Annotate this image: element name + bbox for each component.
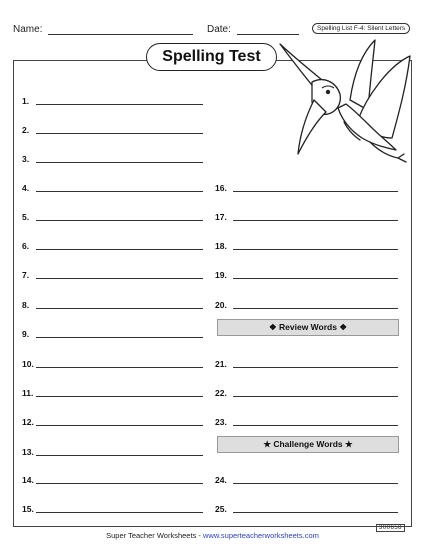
name-label: Name: <box>13 24 43 35</box>
challenge-words-bar: ★ Challenge Words ★ <box>217 436 399 453</box>
left-word-column <box>22 88 207 518</box>
answer-line[interactable] <box>36 483 203 484</box>
answer-line[interactable] <box>36 162 203 163</box>
item-number: 10. <box>22 359 34 369</box>
answer-line[interactable] <box>36 133 203 134</box>
item-number: 2. <box>22 125 30 135</box>
item-number: 18. <box>215 241 227 251</box>
beak <box>298 100 326 154</box>
item-number: 11. <box>22 388 34 398</box>
item-number: 8. <box>22 300 30 310</box>
footer <box>0 531 425 540</box>
answer-line[interactable] <box>36 425 203 426</box>
date-label: Date: <box>207 24 231 35</box>
item-number: 13. <box>22 447 34 457</box>
name-field[interactable] <box>48 34 193 35</box>
item-number: 25. <box>215 504 227 514</box>
item-number: 14. <box>22 475 34 485</box>
answer-line[interactable] <box>36 308 203 309</box>
item-number: 4. <box>22 183 30 193</box>
item-number: 21. <box>215 359 227 369</box>
item-number: 12. <box>22 417 34 427</box>
item-number: 6. <box>22 241 30 251</box>
answer-line[interactable] <box>36 249 203 250</box>
footer-separator: - <box>196 531 203 540</box>
item-number: 19. <box>215 270 227 280</box>
item-number: 15. <box>22 504 34 514</box>
answer-line[interactable] <box>36 396 203 397</box>
answer-line[interactable] <box>233 220 398 221</box>
pterodactyl-illustration <box>270 38 415 173</box>
item-number: 9. <box>22 329 30 339</box>
answer-line[interactable] <box>36 191 203 192</box>
footer-url-link[interactable]: www.superteacherworksheets.com <box>202 531 319 540</box>
review-words-bar: ❖ Review Words ❖ <box>217 319 399 336</box>
item-number: 7. <box>22 270 30 280</box>
answer-line[interactable] <box>36 512 203 513</box>
item-number: 16. <box>215 183 227 193</box>
item-number: 1. <box>22 96 30 106</box>
item-number: 3. <box>22 154 30 164</box>
answer-line[interactable] <box>233 483 398 484</box>
item-number: 20. <box>215 300 227 310</box>
spelling-list-badge: Spelling List F-4: Silent Letters <box>312 23 410 34</box>
answer-line[interactable] <box>233 512 398 513</box>
item-number: 5. <box>22 212 30 222</box>
answer-line[interactable] <box>36 337 203 338</box>
answer-line[interactable] <box>233 425 398 426</box>
answer-line[interactable] <box>233 396 398 397</box>
answer-line[interactable] <box>233 308 398 309</box>
answer-line[interactable] <box>233 278 398 279</box>
answer-line[interactable] <box>233 191 398 192</box>
right-word-column <box>215 178 405 518</box>
worksheet-code: 300658 <box>376 524 405 532</box>
footer-brand: Super Teacher Worksheets <box>106 531 197 540</box>
answer-line[interactable] <box>233 367 398 368</box>
answer-line[interactable] <box>36 220 203 221</box>
page-title: Spelling Test <box>146 43 277 71</box>
answer-line[interactable] <box>233 249 398 250</box>
item-number: 23. <box>215 417 227 427</box>
item-number: 24. <box>215 475 227 485</box>
item-number: 17. <box>215 212 227 222</box>
answer-line[interactable] <box>36 367 203 368</box>
item-number: 22. <box>215 388 227 398</box>
date-field[interactable] <box>237 34 299 35</box>
eye <box>326 90 330 94</box>
answer-line[interactable] <box>36 278 203 279</box>
answer-line[interactable] <box>36 104 203 105</box>
answer-line[interactable] <box>36 455 203 456</box>
